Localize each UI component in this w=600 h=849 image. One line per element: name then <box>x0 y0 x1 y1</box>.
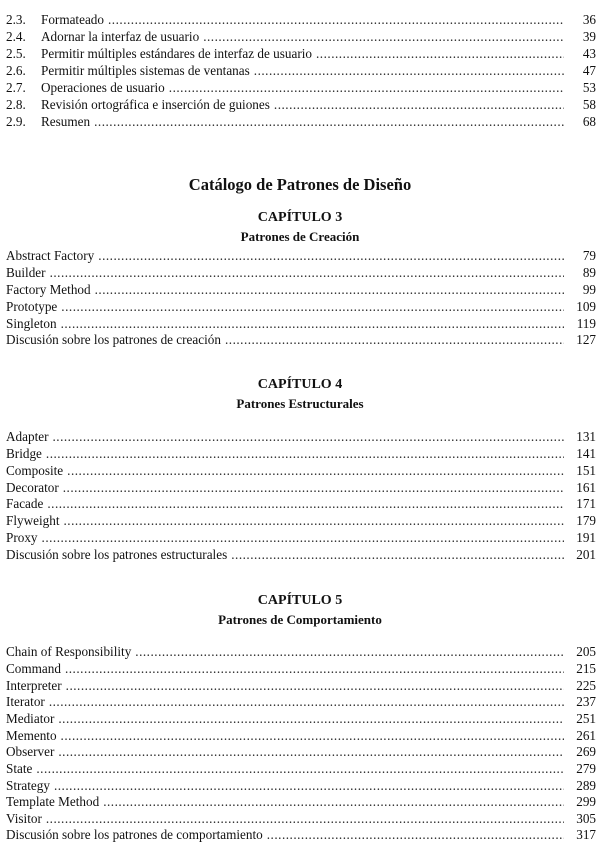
chapter-3-name: Patrones de Creación <box>240 229 360 244</box>
entry-page: 205 <box>576 644 596 659</box>
entry-title: Factory Method <box>6 282 91 297</box>
entry-page: 269 <box>576 744 596 759</box>
toc-entry <box>6 810 596 827</box>
toc-entry <box>6 793 596 810</box>
toc-entry <box>6 710 596 727</box>
entry-page: 36 <box>582 12 596 27</box>
dot-leader <box>36 760 564 777</box>
entry-number: 2.7. <box>6 80 26 95</box>
toc-entry <box>6 546 596 563</box>
entry-title: Singleton <box>6 316 57 331</box>
entry-number: 2.9. <box>6 114 26 129</box>
dot-leader <box>65 660 564 677</box>
chapter-5-label: CAPÍTULO 5 <box>257 593 343 608</box>
entry-page: 119 <box>576 316 596 331</box>
entry-page: 43 <box>582 46 596 61</box>
entry-page: 89 <box>582 265 596 280</box>
entry-page: 131 <box>576 429 596 444</box>
entry-title: Adornar la interfaz de usuario <box>41 29 200 44</box>
entry-page: 279 <box>576 761 596 776</box>
dot-leader <box>135 643 564 660</box>
entry-page: 251 <box>576 711 596 726</box>
dot-leader <box>231 546 564 563</box>
entry-title: Composite <box>6 463 64 478</box>
entry-title: Strategy <box>6 778 50 793</box>
toc-entry <box>6 743 596 760</box>
dot-leader <box>66 677 564 694</box>
entry-title: Observer <box>6 744 55 759</box>
toc-entry <box>6 643 596 660</box>
toc-entry <box>6 264 596 281</box>
toc-entry <box>6 247 596 264</box>
dot-leader <box>94 113 564 130</box>
toc-entry <box>6 331 596 348</box>
entry-page: 161 <box>576 480 596 495</box>
toc-entry <box>6 96 596 113</box>
entry-title: Visitor <box>6 811 42 826</box>
entry-title: Operaciones de usuario <box>41 80 165 95</box>
entry-title: Memento <box>6 728 57 743</box>
dot-leader <box>95 281 564 298</box>
entry-number: 2.8. <box>6 97 26 112</box>
entry-title: Resumen <box>41 114 91 129</box>
entry-title: Discusión sobre los patrones de creación <box>6 332 221 347</box>
entry-page: 215 <box>576 661 596 676</box>
entry-title: Builder <box>6 265 46 280</box>
dot-leader <box>254 62 564 79</box>
dot-leader <box>61 298 564 315</box>
toc-entry <box>6 495 596 512</box>
toc-entry <box>6 113 596 130</box>
entry-title: Chain of Responsibility <box>6 644 132 659</box>
entry-title: Revisión ortográfica e inserción de guiones <box>41 97 270 112</box>
entry-page: 141 <box>576 446 596 461</box>
entry-page: 39 <box>582 29 596 44</box>
entry-title: Adapter <box>6 429 49 444</box>
entry-page: 53 <box>582 80 596 95</box>
entry-page: 201 <box>576 547 596 562</box>
dot-leader <box>274 96 564 113</box>
toc-entry <box>6 445 596 462</box>
entry-number: 2.6. <box>6 63 26 78</box>
entry-title: Abstract Factory <box>6 248 95 263</box>
entry-page: 225 <box>576 678 596 693</box>
chapter-5-name: Patrones de Comportamiento <box>218 612 382 627</box>
entry-page: 289 <box>576 778 596 793</box>
dot-leader <box>42 529 564 546</box>
entry-page: 68 <box>582 114 596 129</box>
entry-title: Bridge <box>6 446 42 461</box>
dot-leader <box>316 45 564 62</box>
dot-leader <box>50 264 564 281</box>
dot-leader <box>52 428 564 445</box>
entry-title: Command <box>6 661 61 676</box>
toc-entry <box>6 428 596 445</box>
dot-leader <box>103 793 564 810</box>
entry-title: Interpreter <box>6 678 62 693</box>
toc-entry <box>6 529 596 546</box>
entry-number: 2.4. <box>6 29 26 44</box>
entry-title: Permitir múltiples sistemas de ventanas <box>41 63 250 78</box>
toc-entry <box>6 512 596 529</box>
toc-entry <box>6 281 596 298</box>
dot-leader <box>58 710 564 727</box>
toc-entry <box>6 826 596 843</box>
entry-page: 299 <box>576 794 596 809</box>
dot-leader <box>61 315 564 332</box>
toc-entry <box>6 693 596 710</box>
chapter-4-name: Patrones Estructurales <box>236 396 364 411</box>
entry-page: 237 <box>576 694 596 709</box>
dot-leader <box>46 810 564 827</box>
entry-page: 305 <box>576 811 596 826</box>
entry-title: Facade <box>6 496 44 511</box>
dot-leader <box>54 777 564 794</box>
entry-title: Permitir múltiples estándares de interfaz de usuario <box>41 46 312 61</box>
dot-leader <box>203 28 564 45</box>
toc-entry <box>6 45 596 62</box>
chapter-4-label: CAPÍTULO 4 <box>257 377 343 392</box>
entry-page: 58 <box>582 97 596 112</box>
dot-leader <box>267 826 564 843</box>
entry-page: 191 <box>576 530 596 545</box>
entry-title: Formateado <box>41 12 104 27</box>
dot-leader <box>46 445 564 462</box>
dot-leader <box>63 479 564 496</box>
dot-leader <box>63 512 564 529</box>
entry-title: Proxy <box>6 530 38 545</box>
toc-entry <box>6 79 596 96</box>
entry-page: 261 <box>576 728 596 743</box>
entry-page: 151 <box>576 463 596 478</box>
dot-leader <box>108 11 564 28</box>
entry-title: Flyweight <box>6 513 60 528</box>
entry-title: Discusión sobre los patrones estructurales <box>6 547 228 562</box>
entry-title: State <box>6 761 33 776</box>
dot-leader <box>67 462 564 479</box>
entry-page: 47 <box>582 63 596 78</box>
toc-entry <box>6 298 596 315</box>
entry-number: 2.5. <box>6 46 26 61</box>
toc-entry <box>6 315 596 332</box>
dot-leader <box>49 693 564 710</box>
catalog-title: Catálogo de Patrones de Diseño <box>188 175 412 194</box>
entry-page: 171 <box>576 496 596 511</box>
entry-title: Prototype <box>6 299 58 314</box>
toc-entry <box>6 62 596 79</box>
entry-title: Mediator <box>6 711 55 726</box>
entry-page: 99 <box>582 282 596 297</box>
entry-title: Decorator <box>6 480 59 495</box>
toc-entry <box>6 28 596 45</box>
entry-number: 2.3. <box>6 12 26 27</box>
entry-page: 79 <box>582 248 596 263</box>
toc-entry <box>6 727 596 744</box>
dot-leader <box>169 79 564 96</box>
entry-title: Iterator <box>6 694 45 709</box>
entry-title: Template Method <box>6 794 100 809</box>
entry-page: 127 <box>576 332 596 347</box>
dot-leader <box>58 743 564 760</box>
toc-entry <box>6 760 596 777</box>
toc-entry <box>6 11 596 28</box>
entry-title: Discusión sobre los patrones de comportamiento <box>6 827 263 842</box>
entry-page: 179 <box>576 513 596 528</box>
chapter-3-label: CAPÍTULO 3 <box>257 210 343 225</box>
dot-leader <box>47 495 564 512</box>
toc-entry <box>6 660 596 677</box>
toc-entry <box>6 677 596 694</box>
dot-leader <box>61 727 564 744</box>
toc-entry <box>6 777 596 794</box>
toc-entry <box>6 462 596 479</box>
toc-entry <box>6 479 596 496</box>
dot-leader <box>225 331 564 348</box>
dot-leader <box>98 247 564 264</box>
entry-page: 317 <box>576 827 596 842</box>
entry-page: 109 <box>576 299 596 314</box>
